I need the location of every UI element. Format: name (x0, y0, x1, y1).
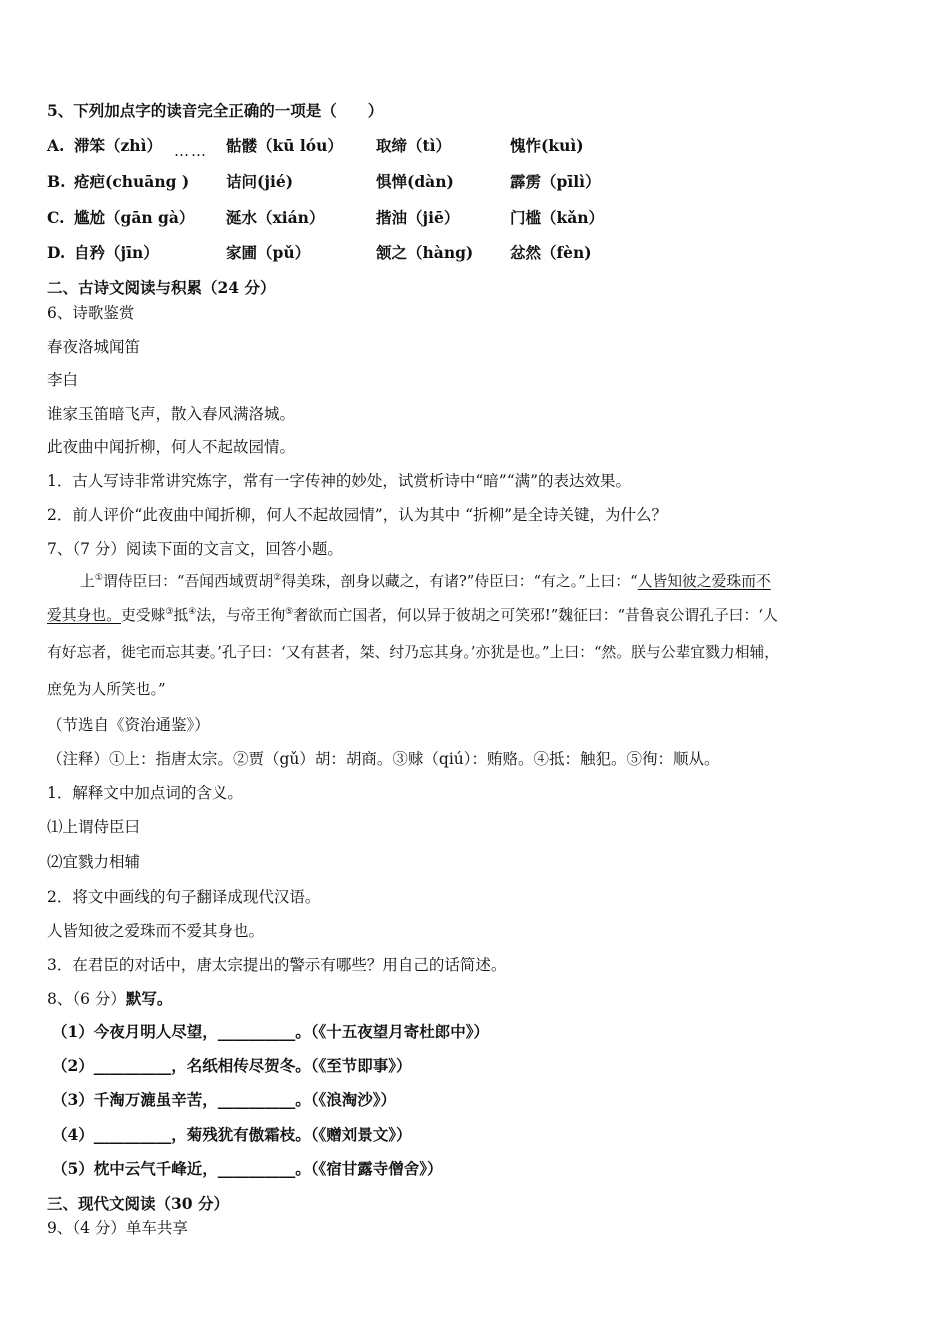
classical-text-line-1: 上①谓侍臣曰：“吾闻西域贾胡②得美珠，剖身以藏之，有诸?”侍臣曰：“有之。”上曰：“人皆知彼之爱珠而不 (80, 573, 771, 590)
q5-option-d-item2: 家圃（pǔ） (226, 243, 311, 262)
q5-option-d-label: D. (47, 243, 66, 262)
classical-text-line-4: 庶免为人所笑也。” (47, 681, 166, 698)
underlined-sentence-part2: 爱其身也。 (47, 607, 121, 624)
classical-text-line-2: 爱其身也。吏受赇③抵④法，与帝王徇⑤奢欲而亡国者，何以异于彼胡之可笑邪!”魏征曰：“昔鲁哀公谓孔子曰：‘人 (47, 607, 778, 624)
q7-sub1-a: ⑴上谓侍臣曰 (47, 818, 141, 836)
underlined-sentence-part1: 人皆知彼之爱珠而不 (637, 573, 771, 590)
q5-option-b-item1: 疮疤(chuāng ) (74, 172, 190, 191)
q5-option-a-item4: 愧怍(kuì) (510, 136, 584, 155)
q5-option-c-label: C. (47, 208, 65, 227)
q8-item-4: （4）__________，菊残犹有傲霜枝。（《赠刘景文》） (52, 1125, 412, 1144)
q7-sub1-b: ⑵宜戮力相辅 (47, 853, 141, 871)
q7-label: 7、（7 分）阅读下面的文言文，回答小题。 (47, 540, 343, 558)
q5-option-b-item2: 诘问(jié) (226, 172, 294, 191)
q8-item-5: （5）枕中云气千峰近，__________。（《宿甘露寺僧舍》） (52, 1159, 443, 1178)
emphasis-dots: …… (174, 142, 208, 160)
q5-option-d-item3: 颔之（hàng) (376, 243, 474, 262)
q7-sub2: 2．将文中画线的句子翻译成现代汉语。 (47, 888, 321, 906)
q8-item-1: （1）今夜月明人尽望，__________。（《十五夜望月寄杜郎中》） (52, 1022, 490, 1041)
q9-label: 9、（4 分）单车共享 (47, 1219, 188, 1237)
q5-option-d-item4: 忿然（fèn) (510, 243, 592, 262)
section2-heading: 二、古诗文阅读与积累（24 分） (47, 278, 276, 297)
poem-title: 春夜洛城闻笛 (47, 338, 141, 356)
q8-item-3: （3）千淘万漉虽辛苦，__________。（《浪淘沙》） (52, 1090, 397, 1109)
q5-option-c-item1: 尴尬（gān gà） (74, 208, 195, 227)
q6-sub1: 1．古人写诗非常讲究炼字，常有一字传神的妙处，试赏析诗中“暗”“满”的表达效果。 (47, 472, 632, 490)
q8-label: 8、（6 分）默写。 (47, 989, 173, 1008)
q5-option-b-item4: 霹雳（pīlì） (510, 172, 601, 191)
q6-label: 6、诗歌鉴赏 (47, 304, 135, 322)
q5-option-a-item3: 取缔（tì） (376, 136, 452, 155)
q7-notes: （注释）①上：指唐太宗。②贾（gǔ）胡：胡商。③赇（qiú）：贿赂。④抵：触犯。⑤徇：顺从。 (47, 750, 720, 768)
classical-text-line-3: 有好忘者，徙宅而忘其妻。’孔子曰：‘又有甚者，桀、纣乃忘其身。’亦犹是也。”上曰：“然。朕与公辈宜戮力相辅， (47, 644, 780, 661)
q5-option-b-label: B. (47, 172, 66, 191)
q5-option-b-item3: 惧惮(dàn) (376, 172, 454, 191)
q5-option-c-item2: 涎水（xián） (226, 208, 325, 227)
poem-author: 李白 (47, 371, 79, 389)
q7-source: （节选自《资治通鉴》） (47, 716, 210, 734)
section3-heading: 三、现代文阅读（30 分） (47, 1194, 229, 1213)
q7-sub3: 3．在君臣的对话中，唐太宗提出的警示有哪些？用自己的话简述。 (47, 956, 507, 974)
poem-line-1: 谁家玉笛暗飞声，散入春风满洛城。 (47, 405, 296, 423)
q5-option-c-item4: 门槛（kǎn） (510, 208, 605, 227)
q5-option-c-item3: 揩油（jiē） (376, 208, 460, 227)
q7-sub2-sentence: 人皆知彼之爱珠而不爱其身也。 (47, 922, 265, 940)
poem-line-2: 此夜曲中闻折柳，何人不起故园情。 (47, 438, 296, 456)
q7-sub1: 1．解释文中加点词的含义。 (47, 784, 243, 802)
q5-option-a-label: A. (47, 136, 65, 155)
q5-option-a-item1: 滞笨（zhì） (74, 136, 162, 155)
q5-option-d-item1: 自矜（jīn） (74, 243, 159, 262)
q6-sub2: 2．前人评价“此夜曲中闻折柳，何人不起故园情”，认为其中 “折柳”是全诗关键，为什么？ (47, 506, 667, 524)
q5-option-a-item2: 骷髅（kū lóu） (226, 136, 343, 155)
q8-item-2: （2）__________，名纸相传尽贺冬。（《至节即事》） (52, 1056, 412, 1075)
q5-title: 5、下列加点字的读音完全正确的一项是（ ） (47, 101, 384, 120)
